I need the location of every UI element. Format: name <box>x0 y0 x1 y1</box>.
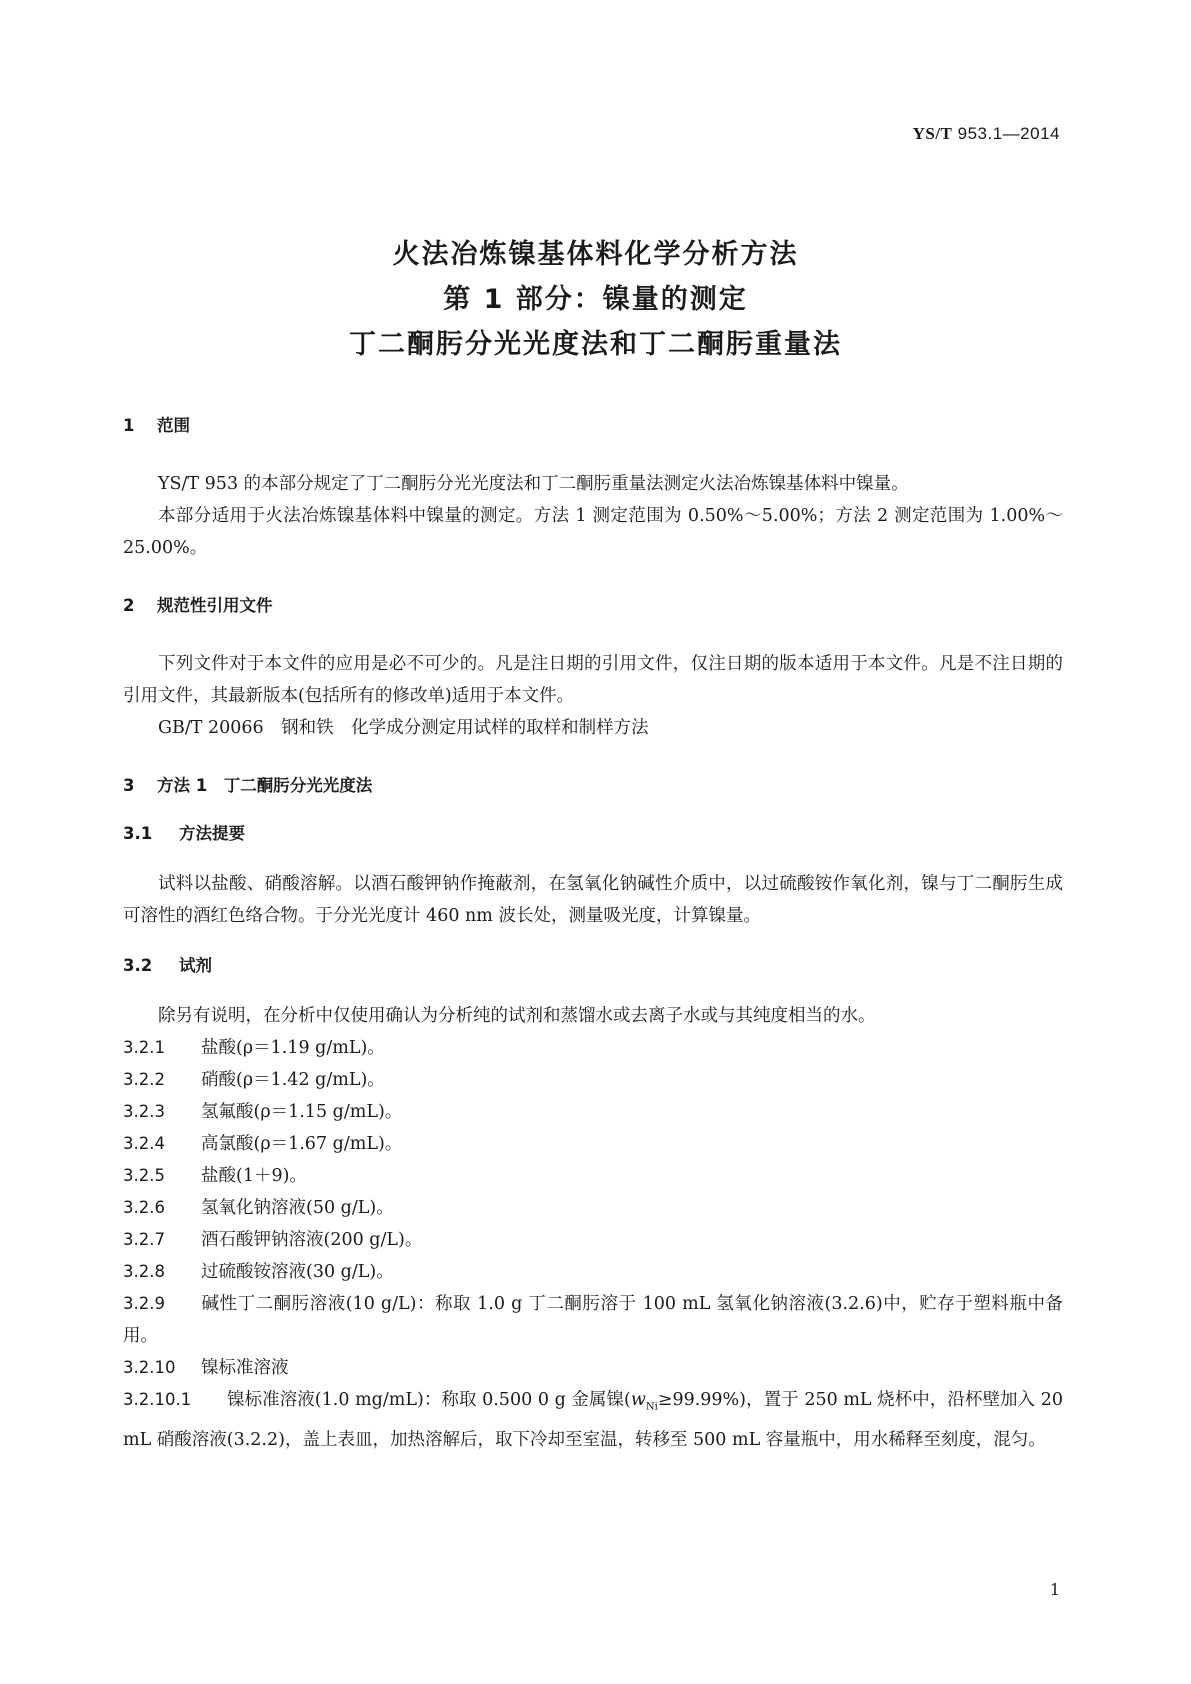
reagent-item <box>123 1096 1063 1128</box>
title-line-2: 第 1 部分：镍量的测定 <box>443 284 748 315</box>
subsection-3-1-heading <box>123 820 1063 848</box>
item-text: 碱性丁二酮肟溶液(10 g/L)：称取 1.0 g 丁二酮肟溶于 100 mL 氢氧化钠溶液(3.2.6)中，贮存于塑料瓶中备用。 <box>123 1294 1063 1346</box>
section-title: 范围 <box>157 416 190 435</box>
document-body <box>123 412 1063 1456</box>
title-line-3: 丁二酮肟分光光度法和丁二酮肟重量法 <box>349 329 842 360</box>
item-text: 镍标准溶液 <box>201 1358 289 1378</box>
subsection-title: 试剂 <box>179 956 212 975</box>
item-number: 3.2.9 <box>123 1294 165 1313</box>
mass-fraction-symbol: w <box>630 1390 646 1410</box>
subsection-3-1-paragraph: 试料以盐酸、硝酸溶解。以酒石酸钾钠作掩蔽剂，在氢氧化钠碱性介质中，以过硫酸铵作氧化剂，镍与丁二酮肟生成可溶性的酒红色络合物。于分光光度计 460 nm 波长处，测量吸光度，计算镍量。 <box>123 874 1063 926</box>
section-number: 1 <box>123 416 135 435</box>
standard-number: 953.1—2014 <box>957 124 1060 143</box>
reagent-item <box>123 1160 1063 1192</box>
item-text: 盐酸(ρ＝1.19 g/mL)。 <box>201 1038 385 1058</box>
reagent-item <box>123 1288 1063 1352</box>
section-title: 规范性引用文件 <box>157 596 273 615</box>
section-title: 方法 1 丁二酮肟分光光度法 <box>157 776 373 795</box>
subsection-title: 方法提要 <box>179 824 245 843</box>
reagent-item <box>123 1256 1063 1288</box>
section-1-paragraph-2: 本部分适用于火法冶炼镍基体料中镍量的测定。方法 1 测定范围为 0.50%～5.00%；方法 2 测定范围为 1.00%～25.00%。 <box>123 506 1063 558</box>
document-title <box>0 232 1191 367</box>
item-number: 3.2.6 <box>123 1198 165 1217</box>
nickel-subscript: Ni <box>645 1401 658 1413</box>
section-number: 3 <box>123 776 135 795</box>
standard-code <box>913 124 1060 144</box>
standard-prefix: YS/T <box>912 124 953 143</box>
normative-reference: GB/T 20066 钢和铁 化学成分测定用试样的取样和制样方法 <box>158 718 649 738</box>
subsection-3-2-heading <box>123 952 1063 980</box>
page-number: 1 <box>1049 1580 1060 1599</box>
item-number: 3.2.8 <box>123 1262 165 1281</box>
reagent-item <box>123 1064 1063 1096</box>
item-number: 3.2.4 <box>123 1134 165 1153</box>
item-text: 氢氟酸(ρ＝1.15 g/mL)。 <box>201 1102 403 1122</box>
item-text-b: ≥99.99%)，置于 250 mL 烧杯中，沿杯壁加入 20 mL 硝酸溶液(3.2.2)，盖上表皿，加热溶解后，取下冷却至室温，转移至 500 mL 容量瓶中，用水稀释至刻度，混匀。 <box>123 1390 1063 1450</box>
item-number: 3.2.1 <box>123 1038 165 1057</box>
section-3-heading <box>123 772 1063 800</box>
section-1-paragraph-1: YS/T 953 的本部分规定了丁二酮肟分光光度法和丁二酮肟重量法测定火法冶炼镍基体料中镍量。 <box>158 474 909 494</box>
item-text: 氢氧化钠溶液(50 g/L)。 <box>201 1198 394 1218</box>
item-text: 硝酸(ρ＝1.42 g/mL)。 <box>201 1070 385 1090</box>
item-number: 3.2.10 <box>123 1358 176 1377</box>
item-number: 3.2.5 <box>123 1166 165 1185</box>
item-text-a: 镍标准溶液(1.0 mg/mL)：称取 0.500 0 g 金属镍( <box>227 1390 631 1410</box>
reagent-item <box>123 1128 1063 1160</box>
reagent-item <box>123 1032 1063 1064</box>
subsection-3-2-paragraph: 除另有说明，在分析中仅使用确认为分析纯的试剂和蒸馏水或去离子水或与其纯度相当的水。 <box>158 1006 876 1026</box>
item-text: 过硫酸铵溶液(30 g/L)。 <box>201 1262 394 1282</box>
section-2-paragraph-1: 下列文件对于本文件的应用是必不可少的。凡是注日期的引用文件，仅注日期的版本适用于本文件。凡是不注日期的引用文件，其最新版本(包括所有的修改单)适用于本文件。 <box>123 654 1063 706</box>
reagent-item <box>123 1192 1063 1224</box>
item-number: 3.2.7 <box>123 1230 165 1249</box>
title-line-1: 火法冶炼镍基体料化学分析方法 <box>392 239 799 270</box>
reagent-item-3-2-10-1 <box>123 1384 1063 1456</box>
item-number: 3.2.3 <box>123 1102 165 1121</box>
section-number: 2 <box>123 596 135 615</box>
subsection-number: 3.1 <box>123 824 153 843</box>
subsection-number: 3.2 <box>123 956 153 975</box>
section-1-heading <box>123 412 1063 440</box>
reagent-item <box>123 1352 1063 1384</box>
item-number: 3.2.10.1 <box>123 1390 192 1409</box>
item-text: 盐酸(1＋9)。 <box>201 1166 307 1186</box>
section-2-heading <box>123 592 1063 620</box>
item-number: 3.2.2 <box>123 1070 165 1089</box>
item-text: 高氯酸(ρ＝1.67 g/mL)。 <box>201 1134 403 1154</box>
reagent-item <box>123 1224 1063 1256</box>
item-text: 酒石酸钾钠溶液(200 g/L)。 <box>201 1230 423 1250</box>
